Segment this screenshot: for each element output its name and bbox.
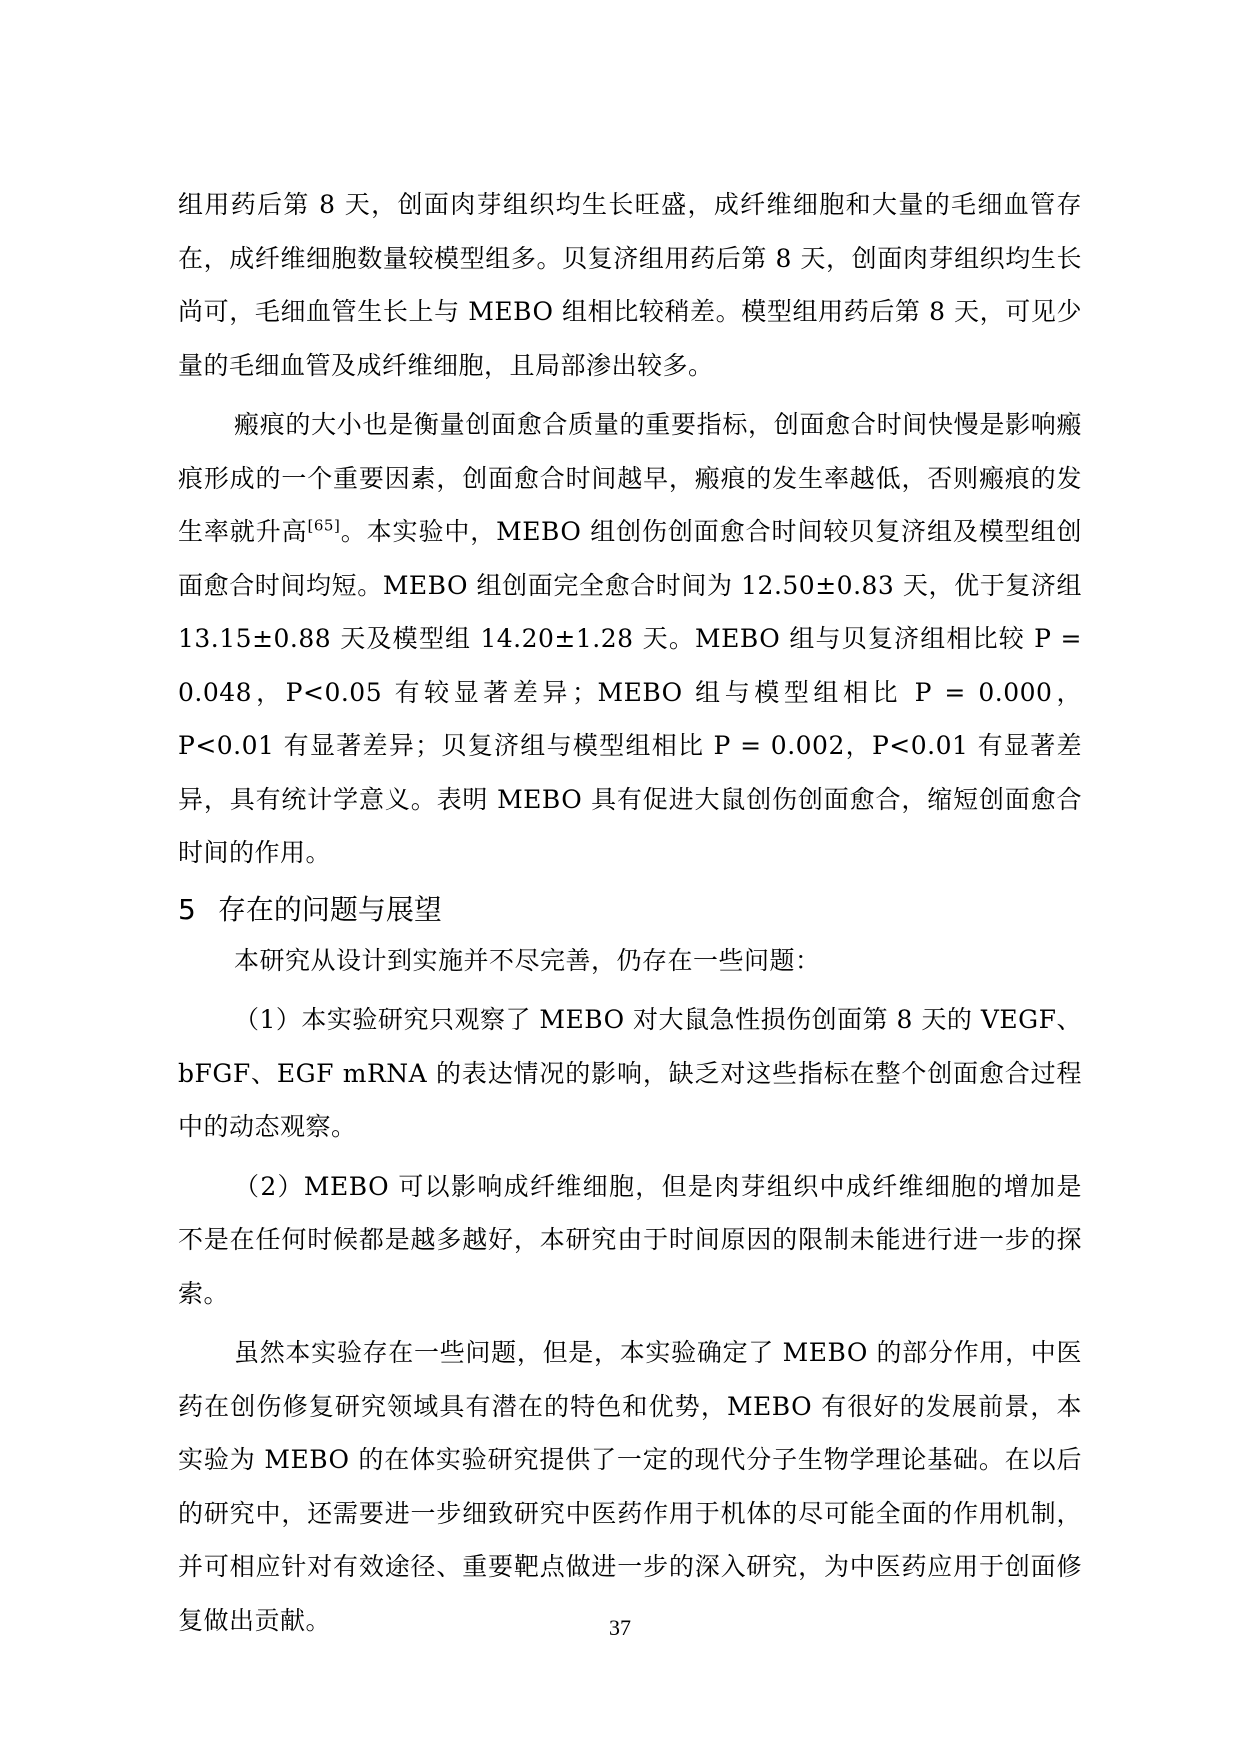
citation-reference: [65] bbox=[307, 516, 341, 535]
section-title: 存在的问题与展望 bbox=[217, 892, 442, 926]
section-paragraph-2: （1）本实验研究只观察了 MEBO 对大鼠急性损伤创面第 8 天的 VEGF、bFGF、EGF mRNA 的表达情况的影响，缺乏对这些指标在整个创面愈合过程中的动态观察。 bbox=[178, 1005, 1082, 1141]
page-number: 37 bbox=[609, 1615, 631, 1640]
section-paragraph-3: （2）MEBO 可以影响成纤维细胞，但是肉芽组织中成纤维细胞的增加是不是在任何时候都是越多越好，本研究由于时间原因的限制未能进行进一步的探索。 bbox=[178, 1171, 1082, 1308]
page-body bbox=[178, 178, 1082, 1638]
section-heading bbox=[178, 886, 1082, 934]
section-number: 5 bbox=[178, 892, 196, 926]
body-paragraph-1: 组用药后第 8 天，创面肉芽组织均生长旺盛，成纤维细胞和大量的毛细血管存在，成纤维细胞数量较模型组多。贝复济组用药后第 8 天，创面肉芽组织均生长尚可，毛细血管生长上与 MEBO 组相比较稍差。模型组用药后第 8 天，可见少量的毛细血管及成纤维细胞，且局部渗出较多。 bbox=[178, 190, 1082, 380]
section-paragraph-4: 虽然本实验存在一些问题，但是，本实验确定了 MEBO 的部分作用，中医药在创伤修复研究领域具有潜在的特色和优势，MEBO 有很好的发展前景，本实验为 MEBO 的在体实验研究提供了一定的现代分子生物学理论基础。在以后的研究中，还需要进一步细致研究中医药作用于机体的尽可能全面的作用机制，并可相应针对有效途径、重要靶点做进一步的深入研究，为中医药应用于创面修复做出贡献。 bbox=[178, 1338, 1082, 1635]
paragraph-text: 瘢痕的大小也是衡量创面愈合质量的重要指标，创面愈合时间快慢是影响瘢痕形成的一个重要因素，创面愈合时间越早，瘢痕的发生率越低，否则瘢痕的发生率就升高 bbox=[178, 410, 1082, 546]
section-paragraph-1: 本研究从设计到实施并不尽完善，仍存在一些问题： bbox=[234, 945, 821, 975]
paragraph-text: 。本实验中，MEBO 组创伤创面愈合时间较贝复济组及模型组创面愈合时间均短。MEBO 组创面完全愈合时间为 12.50±0.83 天，优于复济组 13.15±0.88 天及模型组 14.20±1.28 天。MEBO 组与贝复济组相比较 P = 0.048，P<0.05 有较显著差异；MEBO 组与模型组相比 P = 0.000，P<0.01 有显著差异；贝复济组与模型组相比 P = 0.002，P<0.01 有显著差异，具有统计学意义。表明 MEBO 具有促进大鼠创伤创面愈合，缩短创面愈合时间的作用。 bbox=[178, 517, 1082, 867]
body-paragraph-2 bbox=[178, 398, 1082, 880]
